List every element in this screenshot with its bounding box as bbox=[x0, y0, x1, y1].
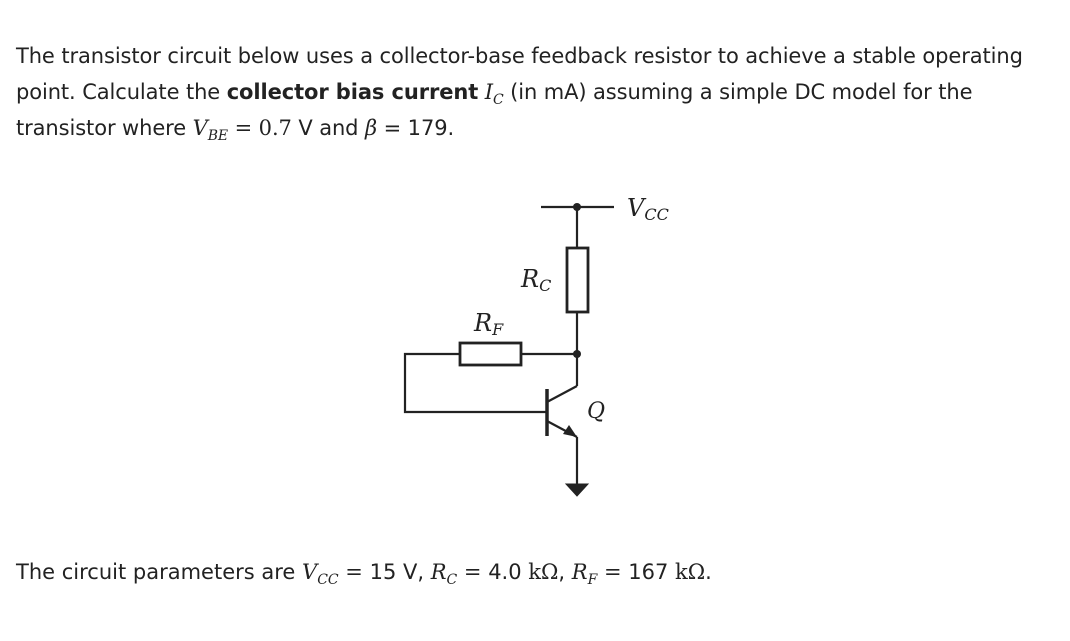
beta-symbol: β bbox=[364, 116, 378, 140]
rc-label: RC bbox=[521, 265, 552, 295]
rc-unit: kΩ bbox=[521, 560, 559, 584]
rf-resistor bbox=[460, 343, 521, 365]
circuit-parameters: The circuit parameters are $V_{CC} = 15$ V, $R_C = 4.0$ kΩ, $R_F = 167$ kΩ. bbox=[16, 560, 712, 588]
question-bold-phrase: collector bias current bbox=[226, 80, 479, 104]
question-and: and bbox=[312, 116, 365, 140]
rf-unit: kΩ bbox=[668, 560, 706, 584]
feedback-wire bbox=[405, 354, 546, 412]
question-intro: The transistor circuit below uses a collector-base feedback resistor to achieve a stable operating point. Calculate the bbox=[16, 44, 1023, 104]
vcc-label: VCC bbox=[627, 194, 669, 224]
rf-value: 167 bbox=[628, 560, 669, 584]
rf-label: RF bbox=[474, 309, 504, 339]
params-prefix: The circuit parameters are bbox=[16, 560, 303, 584]
vcc-value: 15 V bbox=[369, 560, 418, 584]
beta-value: = 179 bbox=[377, 116, 448, 140]
rf-symbol: $R_F$ bbox=[571, 560, 598, 588]
collector-node bbox=[573, 350, 581, 358]
rc-resistor bbox=[567, 248, 588, 312]
vbe-value: = 0.7 bbox=[228, 116, 292, 140]
ic-symbol: $I_C$ bbox=[484, 80, 504, 108]
vbe-symbol: $V_{BE}$ bbox=[192, 116, 229, 144]
q-label: Q bbox=[587, 399, 606, 424]
vcc-symbol: $V_{CC}$ bbox=[302, 560, 339, 588]
vcc-node bbox=[573, 203, 581, 211]
rc-symbol: $R_C$ bbox=[430, 560, 458, 588]
ground-symbol bbox=[566, 484, 588, 496]
vbe-unit: V bbox=[291, 116, 313, 140]
rc-value: 4.0 bbox=[488, 560, 522, 584]
question-text: The transistor circuit below uses a collector-base feedback resistor to achieve a stable operating point. Calculate the collector bias current $I_C$ (in mA) assuming a simple DC model for the transistor where $V_{BE} = 0.7$ V and β = 179. bbox=[16, 44, 1023, 144]
emitter-arrow bbox=[563, 425, 577, 437]
question-middle: (in mA) assuming a simple DC model for the transistor where bbox=[16, 80, 973, 140]
transistor-collector bbox=[547, 386, 577, 402]
